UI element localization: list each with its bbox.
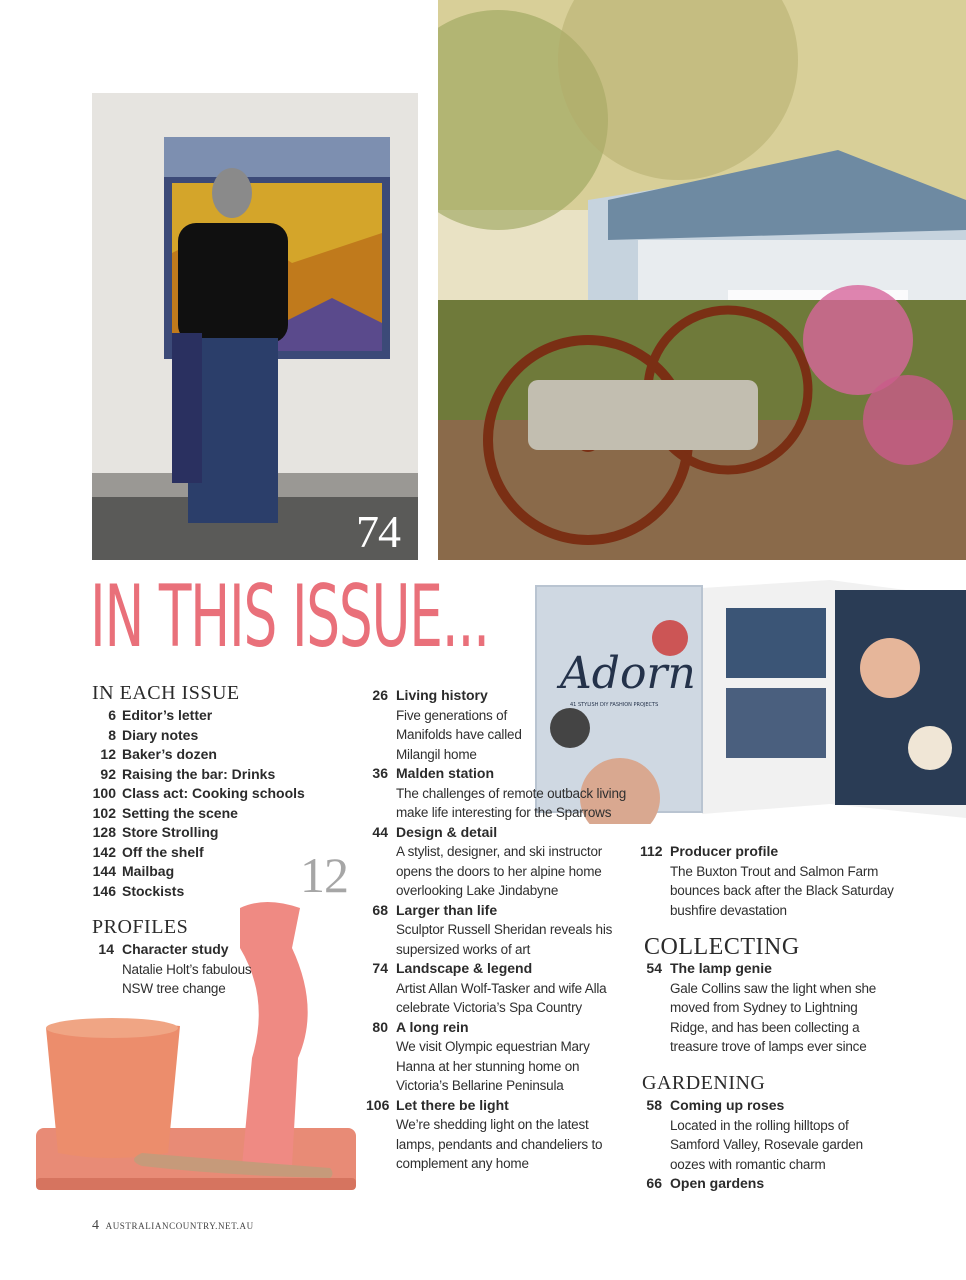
list-item[interactable]: 66 Open gardens	[646, 1175, 765, 1191]
list-item[interactable]: 68 Larger than life Sculptor Russell Sheridan reveals his supersized works of art	[372, 901, 613, 957]
list-item[interactable]: 146 Stockists	[92, 882, 185, 899]
section-title-in-each-issue: IN EACH ISSUE	[92, 682, 240, 704]
list-item[interactable]: 58 Coming up roses Located in the rolling hilltops of Samford Valley, Rosevale garden oozes with romantic charm	[646, 1097, 863, 1172]
list-item[interactable]: 142 Off the shelf	[92, 843, 204, 860]
list-item[interactable]: 6 Editor’s letter	[108, 707, 213, 723]
in-each-issue-list	[92, 706, 305, 901]
page-footer	[92, 1218, 254, 1234]
list-item[interactable]: 44 Design & detail A stylist, designer, and ski instructor opens the doors to her alpine home overlooking Lake Jindabyne	[372, 823, 603, 898]
list-item[interactable]: 128 Store Strolling	[92, 824, 219, 840]
artist-photo	[92, 93, 418, 560]
list-item[interactable]: 92 Raising the bar: Drinks	[100, 765, 276, 782]
page-badge-74: 74	[356, 506, 400, 557]
book-cover-title: Adorn	[560, 648, 696, 699]
list-item[interactable]: 112 Producer profile The Buxton Trout and Salmon Farm bounces back after the Black Saturday bushfire devastation	[640, 843, 894, 918]
section-title-gardening: GARDENING	[642, 1072, 766, 1094]
producer-list	[640, 842, 900, 920]
list-item[interactable]: 80 A long rein We visit Olympic equestrian Mary Hanna at her stunning home on Victoria’s Bellarine Peninsula	[372, 1018, 590, 1093]
list-item[interactable]: 100 Class act: Cooking schools	[92, 785, 305, 801]
list-item[interactable]: 106 Let there be light We’re shedding light on the latest lamps, pendants and chandeliers to complement any home	[366, 1096, 603, 1171]
book-cover-subtitle: 41 STYLISH DIY FASHION PROJECTS	[570, 702, 659, 708]
garden-photo	[438, 0, 966, 560]
list-item[interactable]: 14 Character study Natalie Holt’s fabulous NSW tree change	[98, 941, 252, 996]
section-title-collecting: COLLECTING	[644, 934, 800, 960]
gardening-list	[640, 1096, 900, 1194]
page-badge-12: 12	[300, 847, 348, 903]
page-number: 4	[92, 1218, 100, 1233]
page-title: IN THIS ISSUE...	[90, 567, 489, 667]
list-item[interactable]: 26 Living history Five generations of Manifolds have called Milangil home	[372, 687, 522, 762]
list-item[interactable]: 74 Landscape & legend Artist Allan Wolf-Tasker and wife Alla celebrate Victoria’s Spa Country	[372, 960, 607, 1015]
list-item[interactable]: 102 Setting the scene	[92, 804, 238, 821]
website-link[interactable]: AUSTRALIANCOUNTRY.NET.AU	[105, 1221, 254, 1231]
section-title-profiles: PROFILES	[92, 916, 189, 938]
list-item[interactable]: 144 Mailbag	[92, 863, 175, 879]
profiles-list	[92, 940, 252, 999]
list-item[interactable]: 12 Baker’s dozen	[100, 746, 217, 762]
features-list	[366, 686, 632, 1174]
list-item[interactable]: 8 Diary notes	[108, 726, 199, 743]
list-item[interactable]: 36 Malden station The challenges of remote outback living make life interesting for the Sparrows	[372, 765, 627, 820]
list-item[interactable]: 54 The lamp genie Gale Collins saw the light when she moved from Sydney to Lightning Ridge, and has been collecting a treasure trove of lamps ever since	[646, 960, 877, 1054]
collecting-list	[640, 959, 900, 1057]
pottery-photo	[30, 888, 366, 1200]
